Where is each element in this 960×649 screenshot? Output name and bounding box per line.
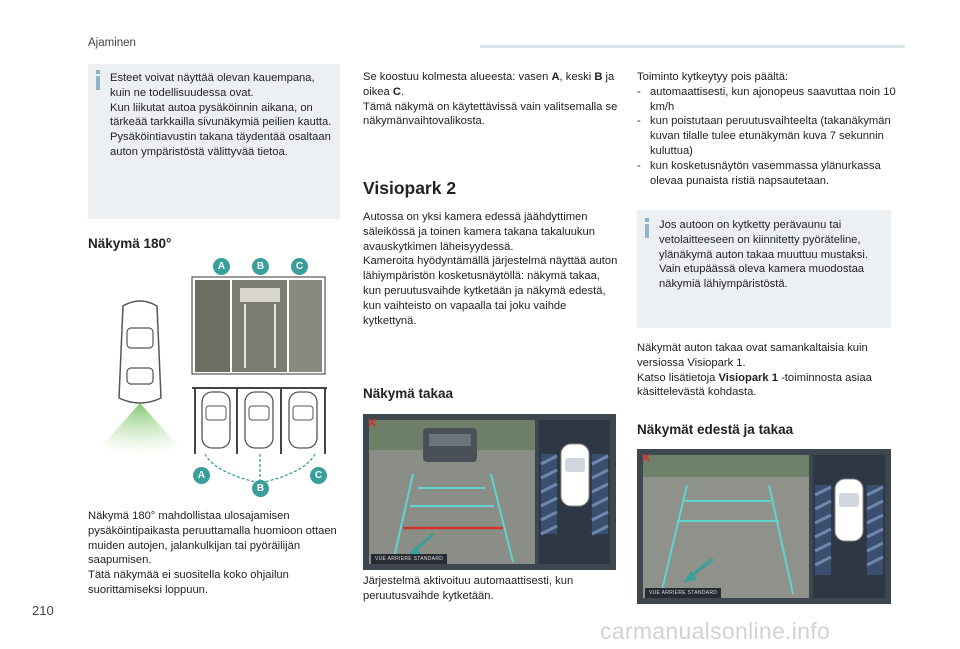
info-icon (96, 70, 100, 90)
watermark: carmanualsonline.info (600, 618, 831, 644)
note-line: Pysäköintiavustin takana täydentää osaltaan auton ympäristöstä välittyvää tietoa. (110, 131, 331, 158)
view-180-diagram (95, 258, 335, 498)
info-icon (645, 218, 649, 238)
paragraph: Näkymät auton takaa ovat samankaltaisia kuin versiossa Visiopark 1. (637, 342, 868, 369)
close-icon[interactable]: ✕ (367, 416, 378, 430)
rear-view-caption: Järjestelmä aktivoituu automaattisesti, kun peruutusvaihde kytketään. (363, 575, 574, 602)
deactivation-list (637, 70, 897, 188)
heading-rear-view: Näkymä takaa (363, 386, 454, 401)
camera-view-label: VUE ARRIERE STANDARD (645, 588, 721, 598)
marker-b-top: B (252, 258, 269, 275)
marker-b-bottom: B (252, 480, 269, 497)
list-item: - automaattisesti, kun ajonopeus saavuttaa noin 10 km/h (637, 85, 896, 113)
view-180-illustration (95, 258, 335, 498)
front-rear-camera-screen (637, 449, 891, 604)
camera-view-label: VUE ARRIERE STANDARD (371, 554, 447, 564)
marker-c-bottom: C (310, 467, 327, 484)
chapter-title: Ajaminen (88, 37, 136, 49)
paragraph: Näkymä 180° mahdollistaa ulosajamisen pysäköintipaikasta peruuttamalla huomioon ottaen muiden autojen, jalankulkijan tai pyöräilijän saapumisen. (88, 510, 337, 567)
car-top-icon (835, 479, 863, 541)
view-180-description (88, 509, 343, 598)
list-item: - kun poistutaan peruutusvaihteelta (takanäkymän kuvan tilalle tulee etunäkymän kuva 7 sekunnin kuluttua) (637, 115, 891, 157)
note-text: Jos autoon on kytketty perävaunu tai vetolaitteeseen on kiinnitetty pyöräteline, ylänäkymä auton takaa muuttuu mustaksi. Vain etupäässä oleva kamera muodostaa näkymiä lähiympäristöstä. (659, 219, 868, 291)
paragraph: Katso lisätietoja Visiopark 1 -toiminnosta asiaa käsittelevästä kohdasta. (637, 371, 872, 399)
marker-a-top: A (213, 258, 230, 275)
visiopark-description (363, 210, 621, 328)
note-line: Esteet voivat näyttää olevan kauempana, kuin ne todellisuudessa ovat. (110, 72, 315, 99)
front-rear-camera-image (637, 449, 891, 604)
info-note-trailer (637, 210, 891, 328)
car-top-icon (561, 444, 589, 506)
paragraph: Tämä näkymä on käytettävissä vain valitsemalla se näkymänvaihtovalikosta. (363, 100, 618, 128)
paragraph: Tätä näkymää ei suositella koko ohjailun suorittamiseksi loppuun. (88, 569, 289, 596)
visiopark-reference (637, 341, 895, 400)
paragraph: Toiminto kytkeytyy pois päältä: (637, 71, 789, 83)
car-icon (119, 301, 161, 403)
list-item: - kun kosketusnäytön vasemmassa ylänurkassa olevaa punaista ristiä napsautetaan. (637, 159, 881, 187)
marker-c-top: C (291, 258, 308, 275)
paragraph: Se koostuu kolmesta alueesta: vasen A, keski B ja oikea C. (363, 71, 615, 98)
heading-visiopark-2: Visiopark 2 (363, 178, 457, 198)
info-note-distance (88, 64, 340, 219)
marker-a-bottom: A (193, 467, 210, 484)
rear-camera-image (363, 414, 616, 570)
close-icon[interactable]: ✕ (641, 451, 652, 465)
paragraph: Kameroita hyödyntämällä järjestelmä näyttää auton lähiympäristön kosketusnäytöllä: näkymä takaa, kun peruutusvaihde kytketään ja näkymä edestä, kun vaihteisto on vapaalla tai joku vaihde kytkettynä. (363, 255, 618, 327)
heading-front-rear-views: Näkymät edestä ja takaa (637, 422, 794, 437)
page-number: 210 (32, 603, 54, 618)
note-line: Kun liikutat autoa pysäköinnin aikana, on tärkeää tarkkailla sivunäkymiä peilien kautta. (110, 101, 332, 129)
heading-view-180: Näkymä 180° (88, 236, 172, 251)
header-bar (480, 45, 905, 48)
view-180-intro (363, 70, 618, 129)
paragraph: Autossa on yksi kamera edessä jäähdyttimen säleikössä ja toinen kamera takana takaluukun avauskytkimen läheisyydessä. (363, 211, 595, 253)
rear-camera-screen (363, 414, 616, 570)
